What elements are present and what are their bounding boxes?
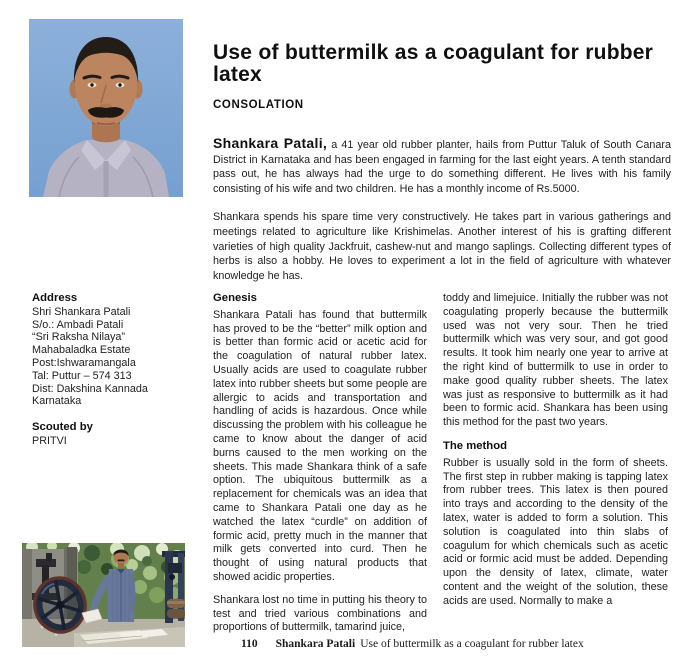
genesis-column <box>213 292 427 644</box>
award-label: CONSOLATION <box>213 99 304 111</box>
genesis-heading: Genesis <box>213 292 257 304</box>
page-number: 110 <box>241 638 258 650</box>
method-paragraph: Rubber is usually sold in the form of sheets. The first step in rubber making is tapping latex from rubber trees. This latex is then poured into trays and according to the density of the latex, water is added to form a solution. This solution is coagulated into thin slabs of coagulum for which chemicals such as acetic acid or formic acid must be added. Depending upon the density of latex, climate, water content and the weight of the solution, these acids are used. Normally to make a <box>443 456 668 607</box>
scouted-by-value: PRITVI <box>32 434 67 447</box>
method-heading: The method <box>443 439 508 452</box>
page-footer <box>241 638 584 650</box>
workshop-photo <box>22 543 185 647</box>
address-line: “Sri Raksha Nilaya” <box>32 331 125 344</box>
page-title: Use of buttermilk as a coagulant for rubber <box>213 41 653 64</box>
workshop-photo-illustration <box>22 543 185 647</box>
portrait-photo-illustration <box>29 19 183 197</box>
genesis-paragraph-1: Shankara Patali has found that buttermilk has proved to be the “better” milk option and is better than formic acid or acetic acid for the coagulation of natural rubber latex. Usually acids are used to coagulate rubber latex into rubber sheets but some people are allergic to acids and transportation and handling of acids is hazardous. Once while discussing the problem with his colleague he came to know about the danger of acid burns caused to the men working on the sheets. This made Shankara think of a safe option. The ubiquitous buttermilk as a replacement for chemicals was an idea that came to Shankara Patali one day as he watched the latex “curdle” on addition of formic acid, pretty much in the manner that milk gets converted into curd. Then he thought of using natural products that showed acidic properties. <box>213 308 427 583</box>
portrait-photo <box>29 19 183 197</box>
intro-lead-name: Shankara Patali, <box>213 135 328 151</box>
genesis-paragraph-2: Shankara lost no time in putting his theory to test and tried various combinations and proportions of buttermilk, tamarind juice, <box>213 593 427 634</box>
scouted-by-heading: Scouted by <box>32 421 93 434</box>
address-line: Tal: Puttur – 574 313 <box>32 369 132 382</box>
footer-article-title: Use of buttermilk as a coagulant for rubber latex <box>360 638 584 650</box>
address-block <box>32 292 200 448</box>
address-line: Dist: Dakshina Kannada <box>32 382 148 395</box>
address-line: Shri Shankara Patali <box>32 305 131 318</box>
address-line: S/o.: Ambadi Patali <box>32 318 124 331</box>
intro-paragraph-1-text: a 41 year old rubber planter, hails from Puttur Taluk of South Canara District in Karnataka and has been engaged in farming for the last eight years. A tenth standard pass out, he has always had the urge to do something different. He lives with his family consisting of his wife and two children. He has a monthly income of Rs.5000. <box>213 139 671 195</box>
address-heading: Address <box>32 292 78 304</box>
address-line: Mahabaladka Estate <box>32 344 131 357</box>
continuation-paragraph: toddy and limejuice. Initially the rubber was not coagulating properly because the buttermilk used was not very sour. Then he tried buttermilk which was very sour, and got good results. It took him nearly one year to arrive at the right kind of buttermilk to use in order to make good quality rubber sheets. The latex was just as responsive to buttermilk as it had been to formic acid. Shankara has been using this method for the past two years. <box>443 292 668 429</box>
intro-paragraph-1 <box>213 136 671 196</box>
intro-paragraph-2: Shankara spends his spare time very constructively. He takes part in various gatherings and meetings related to agriculture like Krishimelas. Another interest of his is grafting different varieties of high quality Jackfruit, cashew-nut and mango saplings. Collecting different types of herbs is also a hobby. He loves to experiment a lot in the field of agriculture with whatever knowledge he has. <box>213 211 671 282</box>
address-line: Post:Ishwaramangala <box>32 356 136 369</box>
address-line: Karnataka <box>32 395 82 408</box>
article-header <box>213 42 671 283</box>
method-column <box>443 292 668 644</box>
footer-author: Shankara Patali <box>275 638 356 650</box>
page-title-line2: latex <box>213 63 262 86</box>
